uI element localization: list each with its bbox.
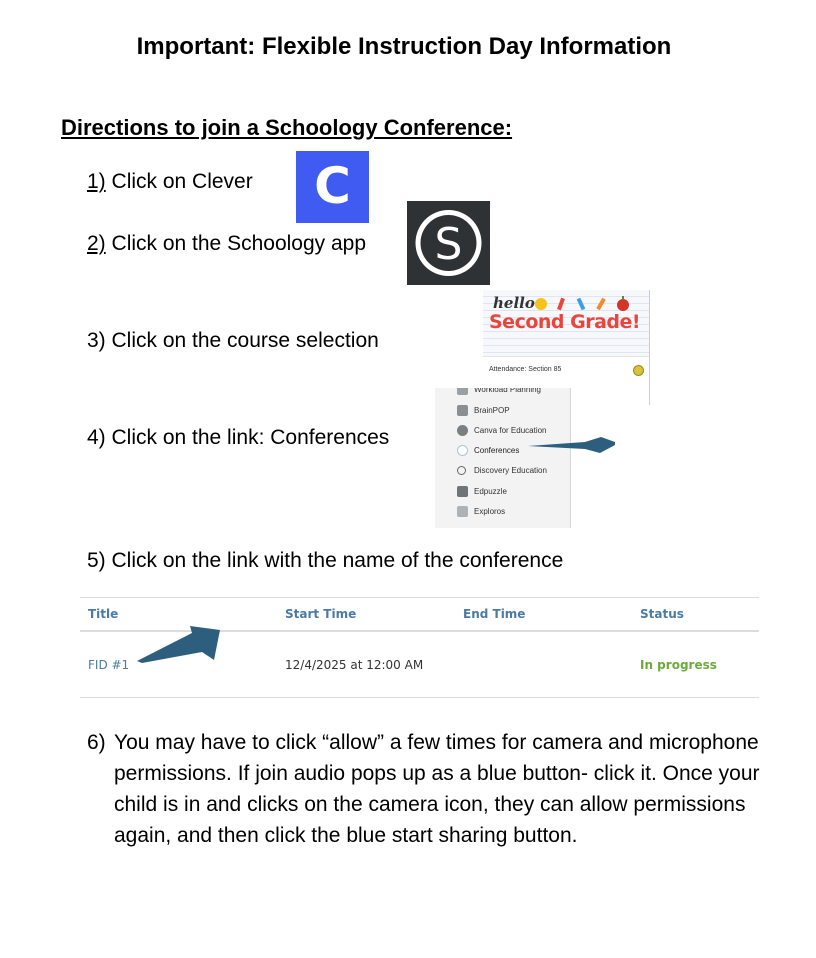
edpuzzle-icon [457,486,468,497]
menu-item-label: Conferences [474,446,520,455]
header-start-time: Start Time [285,607,357,621]
step-4: 4) Click on the link: Conferences [87,426,390,449]
table-bottom-border [80,697,759,698]
discovery-education-icon [457,466,466,475]
menu-item-label: Workload Planning [474,388,542,394]
menu-item-discovery-education[interactable] [435,461,570,481]
schoology-logo-letter: S [434,219,463,270]
menu-item-label: Canva for Education [474,426,547,435]
menu-item-label: BrainPOP [474,406,510,415]
course-card-banner [483,290,649,356]
section-heading: Directions to join a Schoology Conference: [61,115,513,140]
canva-icon [457,425,468,436]
menu-item-workload-planning[interactable] [435,388,570,400]
step-6-number: 6) [87,731,106,754]
clever-logo-icon [296,151,369,223]
step-2-text: Click on the Schoology app [105,232,367,255]
app-menu [435,388,571,528]
workload-planning-icon [457,388,468,395]
step-6-text: You may have to click “allow” a few times for camera and microphone permissions. If join audio pops up as a blue button- click it. Once your child is in and clicks on the camera icon, they can allow permissions again, and then click the blue start sharing button. [114,731,760,847]
page-title: Important: Flexible Instruction Day Information [136,33,672,60]
arrow-to-conferences-icon [525,434,620,458]
header-status: Status [640,607,684,621]
menu-item-label: Edpuzzle [474,487,507,496]
step-5: 5) Click on the link with the name of the conference [87,549,564,572]
step-2 [87,232,366,256]
conference-status: In progress [640,658,717,672]
arrow-to-conference-link-icon [134,616,226,664]
course-card-attendance[interactable]: Attendance: Section 85 [489,366,562,373]
step-1-text: Click on Clever [105,170,253,193]
badge-icon [633,365,644,376]
step-3: 3) Click on the course selection [87,329,379,352]
conference-start-time: 12/4/2025 at 12:00 AM [285,658,424,672]
step-6 [87,727,767,851]
menu-item-brainpop[interactable] [435,401,570,421]
header-title: Title [88,607,119,621]
step-1-number: 1) [87,170,106,193]
conference-link[interactable]: FID #1 [88,658,130,672]
conferences-icon [457,445,468,456]
menu-item-label: Exploros [474,507,506,516]
menu-item-label: Discovery Education [474,466,547,475]
course-card-hello: hello [493,294,535,312]
step-1 [87,170,253,194]
clever-logo-letter: C [314,157,351,215]
menu-item-exploros[interactable] [435,502,570,522]
schoology-logo-icon [407,201,490,285]
table-top-border [80,597,759,598]
header-end-time: End Time [463,607,526,621]
exploros-icon [457,506,468,517]
menu-item-edpuzzle[interactable] [435,482,570,502]
brainpop-icon [457,405,468,416]
step-2-number: 2) [87,232,106,255]
course-card-banner-text[interactable]: Second Grade! [489,311,641,333]
